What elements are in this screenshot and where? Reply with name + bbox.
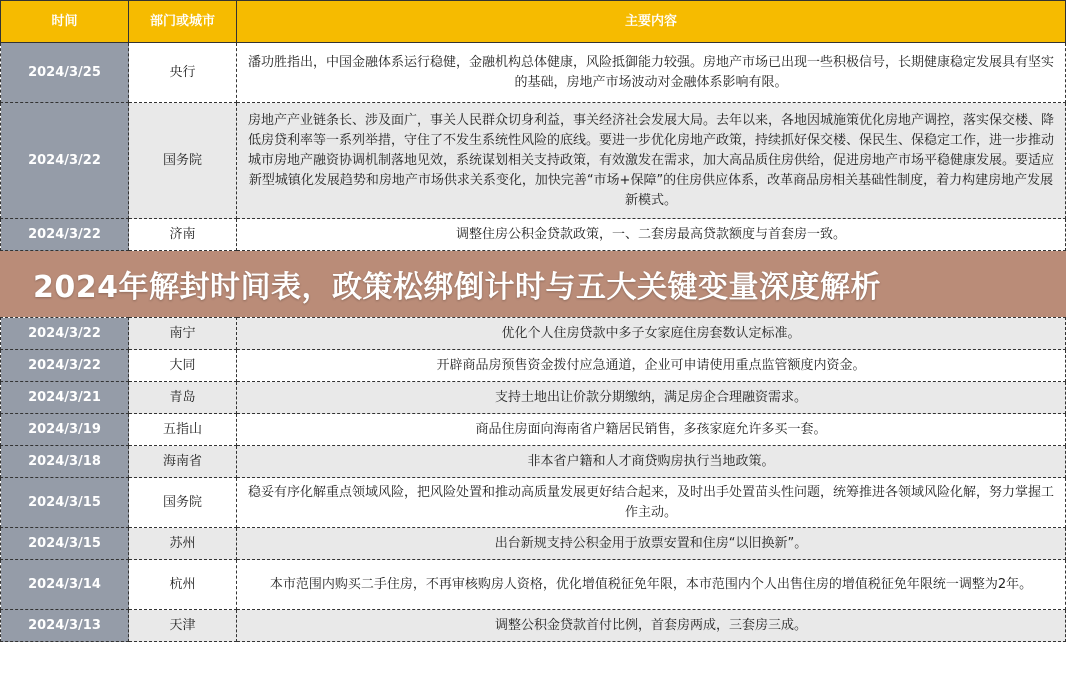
row-date: 2024/3/13: [1, 610, 129, 642]
row-dept: 海南省: [129, 446, 237, 478]
table-row: [1, 382, 1066, 414]
row-dept: 央行: [129, 43, 237, 103]
row-date: 2024/3/21: [1, 382, 129, 414]
policy-table-bottom: [0, 317, 1066, 642]
row-content: 调整公积金贷款首付比例，首套房两成，三套房三成。: [237, 610, 1066, 642]
policy-table-top: [0, 0, 1066, 251]
row-content: 出台新规支持公积金用于放票安置和住房“以旧换新”。: [237, 528, 1066, 560]
row-content: 商品住房面向海南省户籍居民销售，多孩家庭允许多买一套。: [237, 414, 1066, 446]
table-row: [1, 43, 1066, 103]
row-date: 2024/3/15: [1, 478, 129, 528]
table-row: [1, 350, 1066, 382]
row-content: 潘功胜指出，中国金融体系运行稳健，金融机构总体健康，风险抵御能力较强。房地产市场已出现一些积极信号，长期健康稳定发展具有坚实的基础，房地产市场波动对金融体系影响有限。: [237, 43, 1066, 103]
row-dept: 苏州: [129, 528, 237, 560]
row-dept: 国务院: [129, 478, 237, 528]
table-row: [1, 414, 1066, 446]
row-content: 支持土地出让价款分期缴纳，满足房企合理融资需求。: [237, 382, 1066, 414]
row-date: 2024/3/22: [1, 318, 129, 350]
row-date: 2024/3/15: [1, 528, 129, 560]
header-date: 时间: [1, 1, 129, 43]
row-content: 本市范围内购买二手住房，不再审核购房人资格，优化增值税征免年限，本市范围内个人出售住房的增值税征免年限统一调整为2年。: [237, 560, 1066, 610]
row-date: 2024/3/22: [1, 350, 129, 382]
row-content: 稳妥有序化解重点领域风险，把风险处置和推动高质量发展更好结合起来，及时出手处置苗头性问题，统筹推进各领域风险化解，努力掌握工作主动。: [237, 478, 1066, 528]
row-content: 房地产产业链条长、涉及面广，事关人民群众切身利益，事关经济社会发展大局。去年以来，各地因城施策优化房地产调控，落实保交楼、降低房贷利率等一系列举措，守住了不发生系统性风险的底线。要进一步优化房地产政策，持续抓好保交楼、保民生、保稳定工作，进一步推动城市房地产融资协调机制落地见效，系统谋划相关支持政策，有效激发在需求，加大高品质住房供给，促进房地产市场平稳健康发展。要适应新型城镇化发展趋势和房地产市场供求关系变化，加快完善“市场+保障”的住房供应体系，改革商品房相关基础性制度，着力构建房地产发展新模式。: [237, 103, 1066, 219]
title-banner: [0, 251, 1066, 317]
row-dept: 南宁: [129, 318, 237, 350]
row-date: 2024/3/22: [1, 219, 129, 251]
header-dept: 部门或城市: [129, 1, 237, 43]
row-dept: 济南: [129, 219, 237, 251]
table-row: [1, 560, 1066, 610]
header-content: 主要内容: [237, 1, 1066, 43]
table-row: [1, 528, 1066, 560]
header-row: [1, 1, 1066, 43]
row-date: 2024/3/14: [1, 560, 129, 610]
table-row: [1, 446, 1066, 478]
row-dept: 天津: [129, 610, 237, 642]
table-row: [1, 478, 1066, 528]
row-date: 2024/3/22: [1, 103, 129, 219]
row-date: 2024/3/25: [1, 43, 129, 103]
row-dept: 大同: [129, 350, 237, 382]
row-content: 调整住房公积金贷款政策，一、二套房最高贷款额度与首套房一致。: [237, 219, 1066, 251]
row-date: 2024/3/19: [1, 414, 129, 446]
row-dept: 杭州: [129, 560, 237, 610]
row-content: 优化个人住房贷款中多子女家庭住房套数认定标准。: [237, 318, 1066, 350]
table-row: [1, 219, 1066, 251]
row-dept: 青岛: [129, 382, 237, 414]
row-content: 开辟商品房预售资金拨付应急通道，企业可申请使用重点监管额度内资金。: [237, 350, 1066, 382]
table-row: [1, 318, 1066, 350]
table-row: [1, 103, 1066, 219]
row-dept: 国务院: [129, 103, 237, 219]
row-content: 非本省户籍和人才商贷购房执行当地政策。: [237, 446, 1066, 478]
row-dept: 五指山: [129, 414, 237, 446]
row-date: 2024/3/18: [1, 446, 129, 478]
table-row: [1, 610, 1066, 642]
banner-title: 2024年解封时间表，政策松绑倒计时与五大关键变量深度解析: [33, 270, 881, 305]
